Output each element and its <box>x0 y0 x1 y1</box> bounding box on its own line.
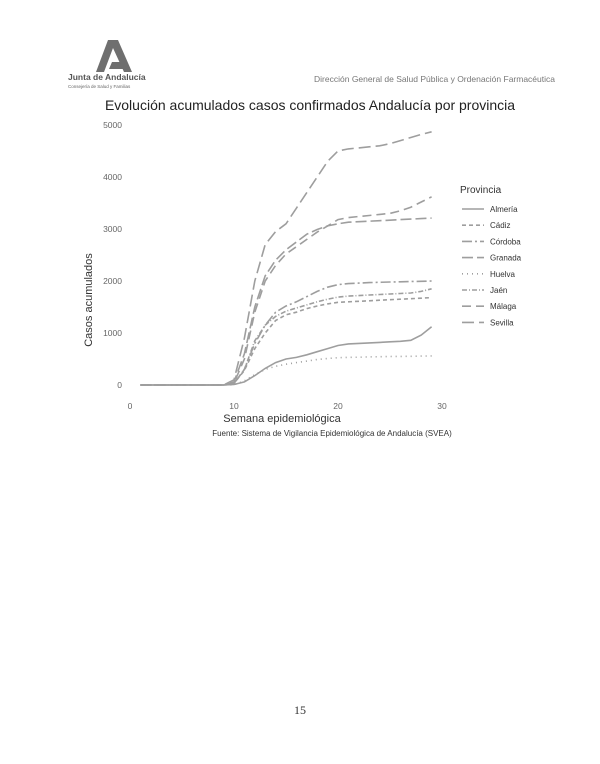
y-axis-label: Casos acumulados <box>83 253 95 347</box>
series-line-jaen <box>140 289 431 385</box>
legend-label-sevilla: Sevilla <box>490 318 514 328</box>
logo-subtitle: Consejería de Salud y Familias <box>68 84 131 89</box>
y-tick-label: 3000 <box>103 224 122 234</box>
junta-logo <box>68 40 178 95</box>
andalucia-a-icon <box>94 40 134 72</box>
legend-label-cadiz: Cádiz <box>490 221 511 231</box>
legend-label-huelva: Huelva <box>490 269 515 279</box>
page-number: 15 <box>294 703 306 717</box>
x-tick-label: 10 <box>229 401 239 411</box>
x-axis-label: Semana epidemiológica <box>223 413 341 425</box>
series-line-granada <box>140 218 431 385</box>
x-tick-label: 20 <box>333 401 343 411</box>
legend-label-jaen: Jaén <box>490 286 508 295</box>
legend <box>462 205 522 327</box>
legend-label-cordoba: Córdoba <box>490 237 521 247</box>
y-axis <box>103 120 122 390</box>
logo-name: Junta de Andalucía <box>68 72 146 82</box>
series-line-sevilla <box>140 132 431 385</box>
series-line-almeria <box>140 327 431 385</box>
series-line-malaga <box>140 197 431 385</box>
y-tick-label: 0 <box>117 380 122 390</box>
series-line-huelva <box>140 356 431 385</box>
series-line-cordoba <box>140 281 431 385</box>
y-tick-label: 2000 <box>103 276 122 286</box>
legend-label-granada: Granada <box>490 253 522 263</box>
y-tick-label: 4000 <box>103 172 122 182</box>
legend-label-malaga: Málaga <box>490 302 517 312</box>
chart-title: Evolución acumulados casos confirmados Andalucía por provincia <box>104 97 516 113</box>
x-axis <box>128 401 447 411</box>
legend-label-almeria: Almería <box>490 205 518 214</box>
line-chart <box>70 90 530 450</box>
y-tick-label: 1000 <box>103 328 122 338</box>
y-tick-label: 5000 <box>103 120 122 130</box>
series-lines <box>140 132 431 385</box>
source-note: Fuente: Sistema de Vigilancia Epidemiológica de Andalucía (SVEA) <box>212 429 452 438</box>
x-tick-label: 0 <box>127 401 133 411</box>
x-tick-label: 30 <box>437 401 447 411</box>
chart-container <box>70 90 530 450</box>
legend-title: Provincia <box>460 185 502 196</box>
directorate-header: Dirección General de Salud Pública y Ordenación Farmacéutica <box>314 74 555 84</box>
